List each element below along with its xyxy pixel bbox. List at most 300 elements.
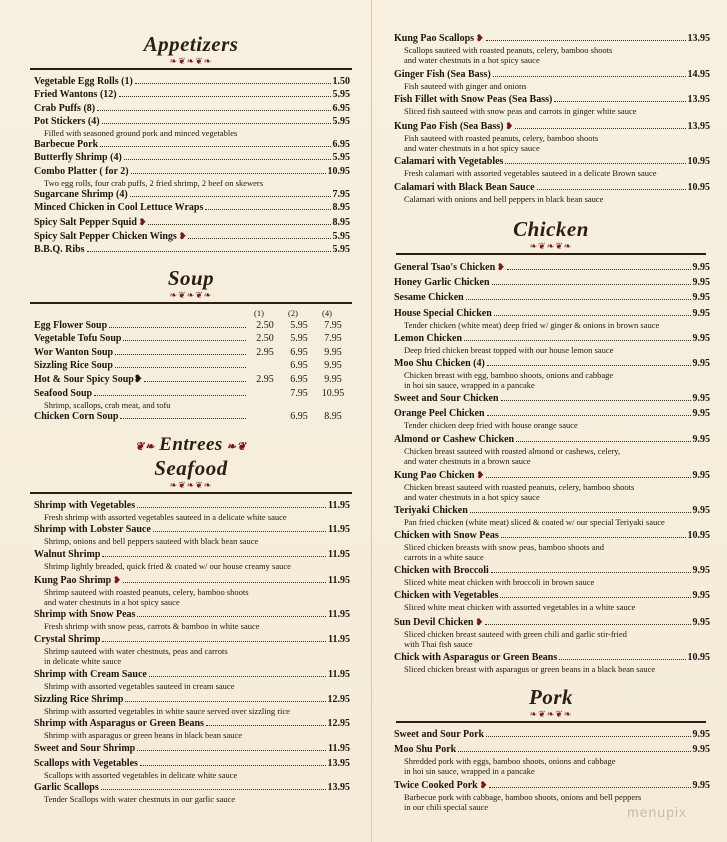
soup-item-price: 7.95 [324, 333, 342, 345]
menu-item-description: Shrimp, onions and bell peppers sauteed with black bean sauce [44, 536, 259, 547]
soup-size-label: (4) [322, 307, 332, 318]
menu-item-row [394, 434, 710, 446]
dot-leader [515, 128, 685, 129]
menu-item-row [394, 156, 710, 168]
dot-leader [115, 354, 246, 355]
dot-leader [470, 512, 691, 513]
menu-item-name: Moo Shu Chicken (4) [394, 357, 485, 369]
menu-item-price: 9.95 [692, 744, 710, 755]
dot-leader [94, 395, 246, 396]
menu-item-name: Crab Puffs (8) [34, 102, 96, 114]
dot-leader [130, 196, 331, 197]
menu-item-name: B.B.Q. Ribs [34, 244, 85, 256]
chicken-title: Chicken [513, 217, 589, 241]
dot-leader [137, 507, 326, 508]
menu-item-name: Teriyaki Chicken [394, 504, 468, 516]
menu-item [34, 634, 350, 666]
menu-item-row [34, 574, 350, 587]
menu-item-name: Orange Peel Chicken [394, 408, 485, 420]
menu-item-name: Scallops with Vegetables [34, 757, 138, 769]
soup-item-name: Seafood Soup [34, 387, 93, 399]
menu-item [34, 524, 350, 546]
dot-leader [486, 40, 686, 41]
menu-item-price: 11.95 [328, 499, 350, 511]
soup-item-price: 7.95 [324, 319, 342, 331]
chili-pepper-icon: ❥ [138, 216, 147, 227]
menu-item-row [34, 189, 350, 201]
menu-item-description: in delicate white sauce [44, 656, 122, 667]
soup-item-price: 9.95 [324, 373, 342, 385]
soup-item-row [34, 387, 350, 401]
menu-item-price: 13.95 [687, 33, 710, 44]
menu-item-row [394, 333, 710, 345]
menu-item-price: 12.95 [327, 718, 350, 730]
menu-item-description: Deep fried chicken breast topped with our house lemon sauce [404, 344, 614, 355]
menu-item [394, 565, 710, 587]
scroll-ornament-icon: ❧❦ [222, 440, 248, 453]
menu-item-description: Sliced chicken breast with asparagus or green beans in a black bean sauce [404, 663, 656, 674]
menu-item-price: 9.95 [692, 590, 710, 602]
menu-item-description: Sliced chicken breasts with snow peas, bamboo shoots and [404, 542, 604, 553]
menu-item-row [34, 669, 350, 681]
menu-item-name: Shrimp with Snow Peas [34, 609, 136, 621]
menu-item-price: 11.95 [328, 549, 350, 561]
soup-item-name: Vegetable Tofu Soup [34, 333, 122, 345]
menu-item-price: 9.95 [692, 408, 710, 420]
section-rule [30, 68, 352, 70]
menu-item-description: Shrimp with assorted vegetables sauteed in cream sauce [44, 680, 235, 691]
menu-item-row [34, 743, 350, 755]
menu-item-name: Spicy Salt Pepper Chicken Wings [34, 230, 177, 242]
menu-item-price: 11.95 [328, 574, 350, 586]
menu-item-name: Kung Pao Fish (Sea Bass) [394, 120, 504, 132]
menu-item-description: in our chili special sauce [404, 802, 489, 812]
menu-item-name: Moo Shu Pork [394, 744, 457, 755]
soup-size-label: (1) [254, 307, 264, 318]
menu-item [34, 574, 350, 607]
menu-item [394, 469, 710, 502]
menu-item [394, 156, 710, 178]
menu-item-price: 9.95 [692, 504, 710, 516]
dot-leader [487, 365, 691, 366]
dot-leader [148, 224, 330, 225]
chili-pepper-icon: ❥ [479, 780, 488, 790]
soup-item-price: 6.95 [290, 411, 308, 423]
menu-item-row [34, 758, 350, 770]
menu-item-price: 8.95 [332, 216, 350, 228]
menu-item-name: Fish Fillet with Snow Peas (Sea Bass) [394, 94, 553, 105]
dot-leader [135, 83, 331, 84]
menu-item [34, 116, 350, 138]
menu-item-price: 10.95 [687, 530, 710, 542]
menu-item-description: and water chestnuts in a hot spicy sauce [404, 491, 540, 502]
dot-leader [500, 597, 690, 598]
dot-leader [205, 209, 330, 210]
menu-item-name: Minced Chicken in Cool Lettuce Wraps [34, 202, 204, 214]
menu-item-row [34, 634, 350, 646]
menu-item-name: Sugarcane Shrimp (4) [34, 189, 128, 201]
soup-item-name: Chicken Corn Soup [34, 411, 119, 423]
menu-item-description: Fresh calamari with assorted vegetables sauteed in a delicate Brown sauce [404, 168, 657, 178]
dot-leader [137, 750, 326, 751]
menu-item-price: 11.95 [328, 668, 350, 680]
dot-leader [466, 299, 691, 300]
menu-item-name: Barbecue Pork [34, 139, 99, 151]
menu-item-name: Sun Devil Chicken [394, 616, 474, 628]
menu-item-row [34, 694, 350, 706]
menu-item-name: Chicken with Vegetables [394, 590, 499, 602]
dot-leader [102, 641, 326, 642]
menu-item-price: 11.95 [328, 634, 350, 646]
soup-list [34, 319, 350, 424]
column-divider [371, 0, 372, 842]
menu-item [394, 616, 710, 649]
soup-item-price: 2.50 [256, 333, 274, 345]
soup-title: Soup [167, 265, 215, 290]
menu-item-description: Chicken breast sauteed with roasted almond or cashews, celery, [404, 445, 621, 456]
menu-item-row [394, 308, 710, 320]
menu-item-name: Shrimp with Asparagus or Green Beans [34, 718, 204, 730]
menu-item-row [34, 782, 350, 794]
soup-item-price: 2.95 [256, 373, 274, 385]
menu-item-row [394, 292, 710, 304]
pork-list [388, 727, 714, 812]
menu-item-name: Lemon Chicken [394, 332, 463, 344]
soup-item-price: 7.95 [290, 387, 308, 399]
soup-item-price: 5.95 [290, 333, 308, 345]
dot-leader [115, 367, 246, 368]
menu-item-row [34, 76, 350, 88]
dot-leader [123, 582, 326, 583]
dot-leader [109, 327, 246, 328]
menu-item-description: Shredded pork with eggs, bamboo shoots, onions and cabbage [404, 756, 616, 766]
menu-item-name: Shrimp with Cream Sauce [34, 668, 147, 680]
soup-item-row [34, 410, 350, 424]
dot-leader [153, 531, 326, 532]
menu-item [394, 182, 710, 204]
dot-leader [144, 381, 246, 382]
menu-item-price: 9.95 [692, 307, 710, 319]
entrees-title-text: Entrees [159, 433, 223, 455]
menu-item [34, 549, 350, 571]
menu-item-name: Garlic Scallops [34, 782, 99, 794]
soup-item-price: 9.95 [324, 360, 342, 372]
menu-item-row [394, 358, 710, 370]
menu-item-name: House Special Chicken [394, 307, 492, 319]
menu-item-price: 11.95 [328, 742, 350, 754]
soup-item-name: Hot & Sour Spicy Soup [34, 373, 134, 385]
menu-item-price: 6.95 [332, 139, 350, 151]
chili-pepper-icon: ❥ [133, 373, 143, 385]
menu-item-name: Pot Stickers (4) [34, 115, 100, 127]
menu-item-price: 9.95 [692, 780, 710, 791]
menu-item-description: and water chestnuts in a hot spicy sauce [404, 55, 540, 65]
soup-item-name: Sizzling Rice Soup [34, 360, 113, 372]
dot-leader [493, 76, 686, 77]
menu-item-name: Shrimp with Lobster Sauce [34, 524, 151, 536]
menu-item-description: Fish sauteed with ginger and onions [404, 80, 527, 91]
dot-leader [123, 340, 246, 341]
menu-item-description: Barbecue pork with cabbage, bamboo shoots, onions and bell peppers [404, 792, 642, 802]
menu-item-row [34, 500, 350, 512]
dot-leader [137, 616, 326, 617]
menu-item-description: Fresh shrimp with snow peas, carrots & bamboo in white sauce [44, 621, 260, 632]
menu-item-row [394, 729, 710, 741]
menu-item-row [394, 94, 710, 106]
menu-item-name: Shrimp with Vegetables [34, 499, 136, 511]
menu-item [34, 152, 350, 164]
menu-item-name: Kung Pao Shrimp [34, 574, 112, 586]
dot-leader [492, 284, 691, 285]
dot-leader [87, 251, 331, 252]
dot-leader [458, 751, 690, 752]
soup-item-name: Egg Flower Soup [34, 319, 108, 331]
left-column [22, 0, 360, 842]
menu-item [394, 69, 710, 91]
menu-item-row [394, 652, 710, 664]
menu-item [34, 694, 350, 716]
dot-leader [188, 238, 330, 239]
menu-item-name: Fried Wantons (12) [34, 89, 117, 101]
menu-item [394, 120, 710, 153]
dot-leader [119, 96, 331, 97]
menu-item-price: 9.95 [692, 357, 710, 369]
chili-pepper-icon: ❥ [113, 574, 121, 585]
dot-leader [505, 163, 685, 164]
dot-leader [507, 269, 691, 270]
menu-item [394, 530, 710, 562]
menu-item-row [34, 202, 350, 214]
dot-leader [537, 189, 686, 190]
menu-item [394, 358, 710, 390]
menu-item-description: and water chestnuts in a brown sauce [404, 455, 531, 466]
chili-pepper-icon: ❥ [476, 33, 484, 43]
menu-item-price: 9.95 [692, 393, 710, 405]
menu-item [34, 189, 350, 201]
menu-item-name: Honey Garlic Chicken [394, 277, 490, 289]
menu-item-price: 13.95 [687, 94, 710, 105]
menu-item-description: Pan fried chicken (white meat) sliced & coated w/ our special Teriyaki sauce [404, 516, 665, 527]
menu-item-price: 5.95 [332, 244, 350, 256]
dot-leader [501, 400, 691, 401]
menu-item-name: Chicken with Snow Peas [394, 530, 499, 542]
scroll-ornament-icon: ❧❦❧❦❧ [169, 289, 213, 300]
menu-item-description: Tender Scallops with water chestnuts in our garlic sauce [44, 794, 236, 805]
menu-item-price: 9.95 [692, 469, 710, 481]
menu-item-name: Almond or Cashew Chicken [394, 433, 515, 445]
menu-item [394, 744, 710, 776]
dot-leader [149, 676, 326, 677]
menu-item [394, 261, 710, 274]
menu-item-description: and water chestnuts in a hot spicy sauce [404, 142, 540, 153]
menu-item-description: Tender chicken deep fried with house orange sauce [404, 420, 578, 431]
menu-item [394, 408, 710, 430]
menu-item-row [394, 616, 710, 629]
soup-item-price: 8.95 [324, 411, 342, 423]
menu-item [34, 216, 350, 229]
menu-item-row [394, 261, 710, 274]
menu-item [34, 500, 350, 522]
section-rule [396, 721, 706, 723]
section-rule [396, 253, 706, 255]
dot-leader [489, 787, 690, 788]
menu-item [394, 292, 710, 304]
menu-item [34, 89, 350, 101]
menu-item-name: Kung Pao Chicken [394, 469, 475, 481]
menu-item-price: 8.95 [332, 202, 350, 214]
menu-item [34, 139, 350, 151]
dot-leader [559, 659, 685, 660]
menu-item-row [34, 103, 350, 115]
menu-item-name: Combo Platter ( for 2) [34, 165, 129, 177]
menu-item [394, 32, 710, 65]
menu-item-name: Sesame Chicken [394, 292, 464, 304]
menu-item-name: Chicken with Broccoli [394, 565, 489, 577]
menu-item-description: Filled with seasoned ground pork and minced vegetables [44, 127, 238, 138]
menu-item-description: Scallops with assorted vegetables in delicate white sauce [44, 769, 238, 780]
menu-item-description: carrots in a white sauce [404, 552, 484, 563]
menu-item-row [394, 530, 710, 542]
menu-item [394, 308, 710, 330]
menu-item-description: Chicken breast with egg, bamboo shoots, onions and cabbage [404, 369, 614, 380]
menu-item-price: 7.95 [332, 189, 350, 201]
soup-item-price: 10.95 [321, 387, 345, 399]
menu-item [394, 434, 710, 466]
menu-item [34, 669, 350, 691]
soup-item-price: 5.95 [290, 319, 308, 331]
menu-item [394, 277, 710, 289]
menu-item-row [394, 182, 710, 194]
menu-item-name: Kung Pao Scallops [394, 33, 475, 44]
scroll-ornament-icon: ❧❦❧❦❧ [529, 709, 573, 719]
menu-item-row [34, 244, 350, 256]
menu-item-description: Shrimp with asparagus or green beans in black bean sauce [44, 730, 243, 741]
scroll-ornament-icon: ❧❦❧❦❧ [529, 241, 573, 251]
scroll-ornament-icon: ❧❦❧❦❧ [169, 479, 213, 490]
menu-item-price: 12.95 [327, 693, 350, 705]
menu-item-price: 9.95 [692, 292, 710, 304]
menu-item-row [394, 744, 710, 756]
menu-item-row [394, 393, 710, 405]
seafood-title: Seafood [154, 455, 228, 480]
menu-item-row [34, 216, 350, 229]
menu-item-price: 10.95 [687, 156, 710, 167]
section-rule [30, 492, 352, 494]
soup-item-price: 6.95 [290, 360, 308, 372]
menu-item-price: 5.95 [332, 89, 350, 101]
soup-size-label: (2) [288, 307, 298, 318]
menu-item-row [394, 590, 710, 602]
soup-item-row [34, 359, 350, 373]
dot-leader [487, 415, 691, 416]
menu-item-description: Shrimp sauteed with roasted peanuts, celery, bamboo shoots [44, 586, 249, 597]
menu-item-row [34, 718, 350, 730]
watermark-text: menupix [627, 804, 687, 820]
menu-item-row [34, 524, 350, 536]
pork-title: Pork [529, 685, 573, 709]
soup-size-header [34, 308, 350, 318]
menu-item [34, 758, 350, 780]
menu-item-name: Sweet and Sour Chicken [394, 393, 499, 405]
menu-item-name: Spicy Salt Pepper Squid [34, 216, 137, 228]
chili-pepper-icon: ❥ [475, 616, 484, 627]
menu-item-description: in hoi sin sauce, wrapped in a pancake [404, 379, 535, 390]
soup-item-price: 9.95 [324, 346, 342, 358]
chili-pepper-icon: ❥ [476, 469, 485, 480]
soup-item-row [34, 319, 350, 333]
menu-item-name: Vegetable Egg Rolls (1) [34, 76, 133, 87]
menu-item-description: Two egg rolls, four crab puffs, 2 fried shrimp, 2 beef on skewers [44, 177, 264, 188]
menu-item-name: Calamari with Vegetables [394, 156, 504, 167]
menu-item [34, 718, 350, 740]
menu-item [394, 729, 710, 741]
menu-item-price: 5.95 [332, 152, 350, 164]
menu-item-row [394, 779, 710, 792]
soup-item-price: 2.95 [256, 346, 274, 358]
menu-item-description: Fresh shrimp with assorted vegetables sauteed in a delicate white sauce [44, 511, 287, 522]
menu-item [394, 393, 710, 405]
menu-item [34, 230, 350, 243]
dot-leader [100, 146, 330, 147]
menu-item-name: Sweet and Sour Shrimp [34, 742, 136, 754]
menu-item [34, 202, 350, 214]
dot-leader [494, 315, 691, 316]
menu-item-row [34, 152, 350, 164]
menu-item-price: 10.95 [327, 165, 350, 177]
menu-item-description: Shrimp lightly breaded, quick fried & coated w/ our house creamy sauce [44, 561, 291, 572]
menu-item [394, 652, 710, 674]
menu-item-description: Chicken breast sauteed with roasted peanuts, celery, bamboo shoots [404, 481, 635, 492]
menu-item [34, 782, 350, 804]
menu-item [34, 244, 350, 256]
menu-item-price: 13.95 [687, 120, 710, 132]
menu-item-row [394, 69, 710, 81]
menu-item [34, 76, 350, 88]
dot-leader [125, 701, 325, 702]
menu-item-price: 6.95 [332, 102, 350, 114]
menu-item-row [34, 549, 350, 561]
menu-item [34, 743, 350, 755]
menu-item [394, 505, 710, 527]
menu-item-price: 9.95 [692, 332, 710, 344]
chicken-list [388, 259, 714, 674]
menu-item-price: 11.95 [328, 609, 350, 621]
menu-item-name: Walnut Shrimp [34, 549, 101, 561]
dot-leader [485, 624, 690, 625]
menu-item-row [394, 565, 710, 577]
dot-leader [131, 173, 326, 174]
dot-leader [102, 123, 331, 124]
menu-item-price: 1.50 [332, 76, 350, 87]
menu-item-description: Shrimp sauteed with water chestnuts, peas and carrots [44, 646, 228, 657]
soup-item-row [34, 332, 350, 346]
menu-item [394, 94, 710, 116]
menu-item-row [34, 116, 350, 128]
menu-item-name: Chick with Asparagus or Green Beans [394, 651, 558, 663]
menu-item-description: Sliced fish sauteed with snow peas and carrots in ginger white sauce [404, 106, 637, 116]
dot-leader [120, 418, 246, 419]
menu-item-row [394, 408, 710, 420]
menu-item [34, 609, 350, 631]
dot-leader [491, 572, 691, 573]
menu-item-row [34, 166, 350, 178]
menu-item-price: 9.95 [692, 433, 710, 445]
chili-pepper-icon: ❥ [178, 230, 187, 241]
soup-item-row [34, 346, 350, 360]
menu-item-row [34, 139, 350, 151]
menu-item-row [394, 469, 710, 482]
right-column [388, 0, 714, 842]
